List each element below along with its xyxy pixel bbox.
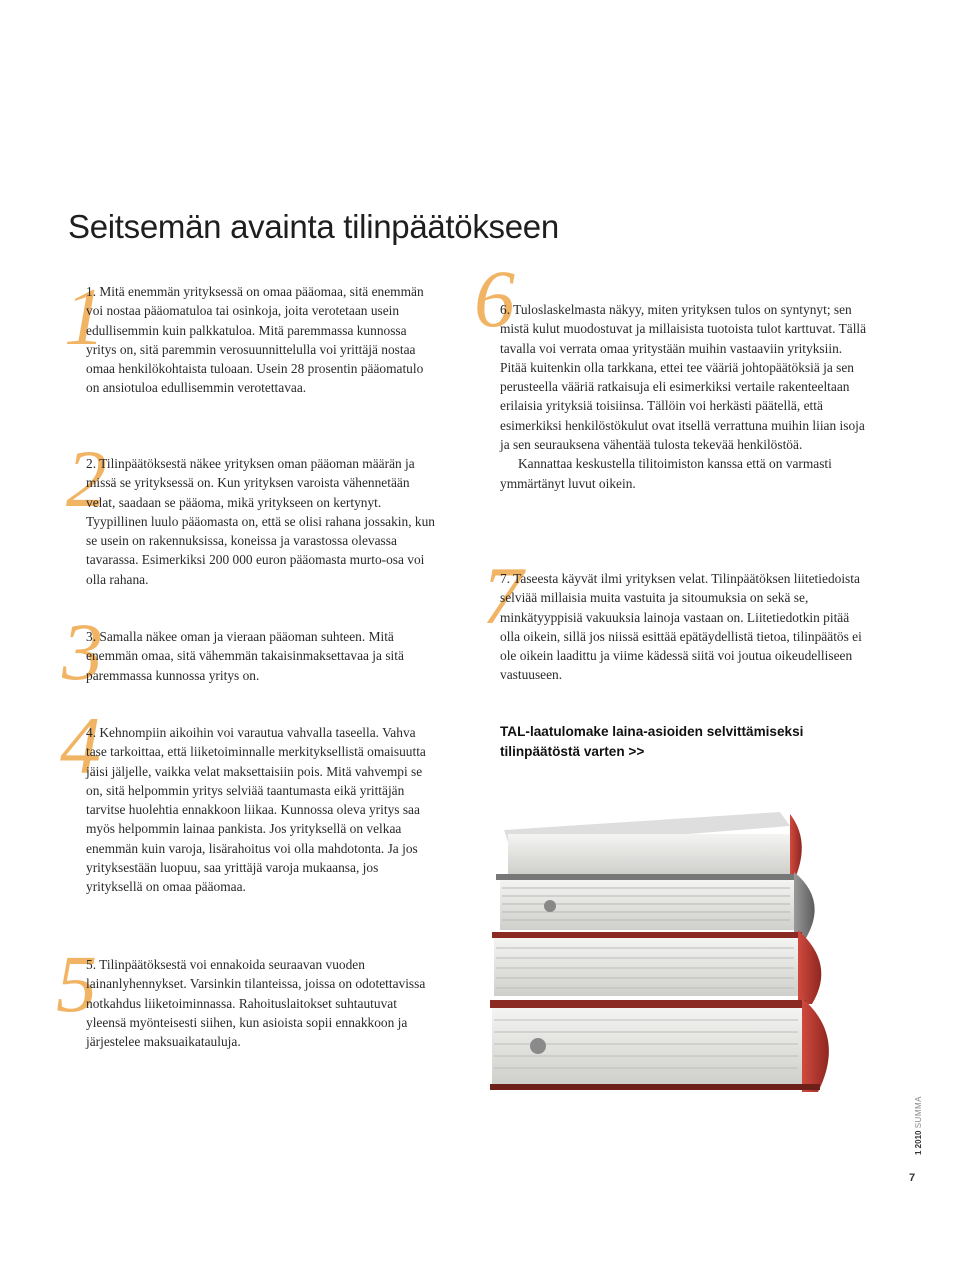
issue-number: 1 2010 [914, 1130, 923, 1155]
issue-label [914, 1096, 923, 1155]
key-item-text-2: Kannattaa keskustella tilitoimiston kanssa että on varmasti ymmärtänyt luvut oikein. [500, 456, 832, 491]
numeral-5: 5 [56, 938, 97, 1029]
page-number: 7 [909, 1172, 916, 1184]
numeral-1: 1 [64, 271, 105, 362]
key-item-text: 1. Mitä enemmän yrityksessä on omaa pääomaa, sitä enemmän voi nostaa pääomatuloa tai osinkoja, joita verotetaan usein edullisemmin kuin palkkatuloa. Mitä paremmassa kunnossa yritys on, sitä paremmin verosuunnittelulla voi yrittäjä nostaa omaa henkilökohtaista tuloaan. Usein 28 prosentin pääomatulo on ansiotuloa edullisemmin verotettavaa. [86, 284, 424, 396]
key-item-text: 5. Tilinpäätöksestä voi ennakoida seuraavan vuoden lainanlyhennykset. Varsinkin tilanteissa, joissa on odotettavissa notkahdus liiketoiminnassa. Rahoituslaitokset suhtautuvat yleensä myönteisesti siihen, kun asioista sopii ennakkoon ja järjestelee maksuaikatauluja. [86, 957, 426, 1050]
key-item-1 [64, 271, 438, 398]
key-item-5 [56, 938, 438, 1051]
key-item-7 [482, 550, 868, 685]
key-item-3 [62, 606, 438, 697]
numeral-4: 4 [60, 700, 101, 791]
key-item-text: 7. Taseesta käyvät ilmi yrityksen velat. Tilinpäätöksen liitetiedoista selviää millaisia muita vastuita ja sitoumuksia on sekä se, minkätyyppisiä vakuuksia lainoja vastaan on. Liitetiedotkin pitää olla oikein, sillä jos niissä esittää epätäydellistä tietoa, tilinpäätös ei ole oikein laadittu ja viime kädessä siitä voi joutua oikeudelliseen vastuuseen. [500, 571, 862, 683]
key-item-text: 6. Tuloslaskelmasta näkyy, miten yrityksen tulos on syntynyt; sen mistä kulut muodostuvat ja millaisista tuotoista tulot karttuvat. Tällä tavalla voi verrata omaa yritystään muihin vastaaviin yrityksiin. Pitää kuitenkin olla tarkkana, ettei tee vääriä johtopäätöksiä ja sen perusteella vääriä ratkaisuja eli esimerkiksi vertaile rakenteeltaan erilaisia yrityksiä toisiinsa. Tällöin voi herkästi päätellä, että esimerkiksi henkilöstökulut ovat itsellä verrattuna muihin liian isoja ja sen seurauksena vähentää tulosta tekevää henkilöstöä. [500, 302, 867, 453]
key-item-text: 2. Tilinpäätöksestä näkee yrityksen oman pääoman määrän ja missä se yrityksessä on. Kun yrityksen varoista vähennetään velat, saadaan se pääoma, mikä yritykseen on kertynyt. Tyypillinen luulo pääomasta on, että se olisi rahana jossakin, kun se usein on rakennuksissa, koneissa ja varastossa olevassa tavarassa. Esimerkiksi 200 000 euron pääomasta murto-osa voi olla rahana. [86, 456, 436, 587]
key-item-4 [60, 700, 438, 897]
key-item-2 [66, 433, 438, 589]
numeral-2: 2 [66, 433, 107, 524]
page-title: Seitsemän avainta tilinpäätökseen [68, 208, 559, 245]
key-item-text: 3. Samalla näkee oman ja vieraan pääoman suhteen. Mitä enemmän omaa, sitä vähemmän takaisinmaksettavaa ja sitä paremmassa kunnossa yritys on. [86, 629, 404, 683]
magazine-name: SUMMA [914, 1096, 923, 1129]
key-item-text: 4. Kehnompiin aikoihin voi varautua vahvalla taseella. Vahva tase tarkoittaa, että liiketoiminnalle merkityksellistä omaisuutta jäisi jäljelle, vaikka velat maksettaisiin pois. Mitä vahvempi se on, sitä helpommin yritys selviää taantumasta eikä yrittäjän tarvitse huolehtia ennakkoon liikaa. Kunnossa oleva yritys saa myös helpommin lainaa pankista. Jos yrityksellä on velkaa enemmän kuin varoja, lisärahoitus voi olla mahdotonta. Ja jos yrityksestään luopuu, saa yrittäjä varoja mukaansa, jos yrityksellä on omaa pääomaa. [86, 725, 426, 895]
key-item-6 [474, 253, 868, 493]
numeral-6: 6 [474, 253, 515, 344]
binder-stack-photo [490, 800, 870, 1100]
numeral-7: 7 [482, 550, 523, 641]
tal-form-link[interactable]: TAL-laatulomake laina-asioiden selvittämiseksi tilinpäätöstä varten >> [500, 724, 804, 759]
numeral-3: 3 [62, 606, 103, 697]
